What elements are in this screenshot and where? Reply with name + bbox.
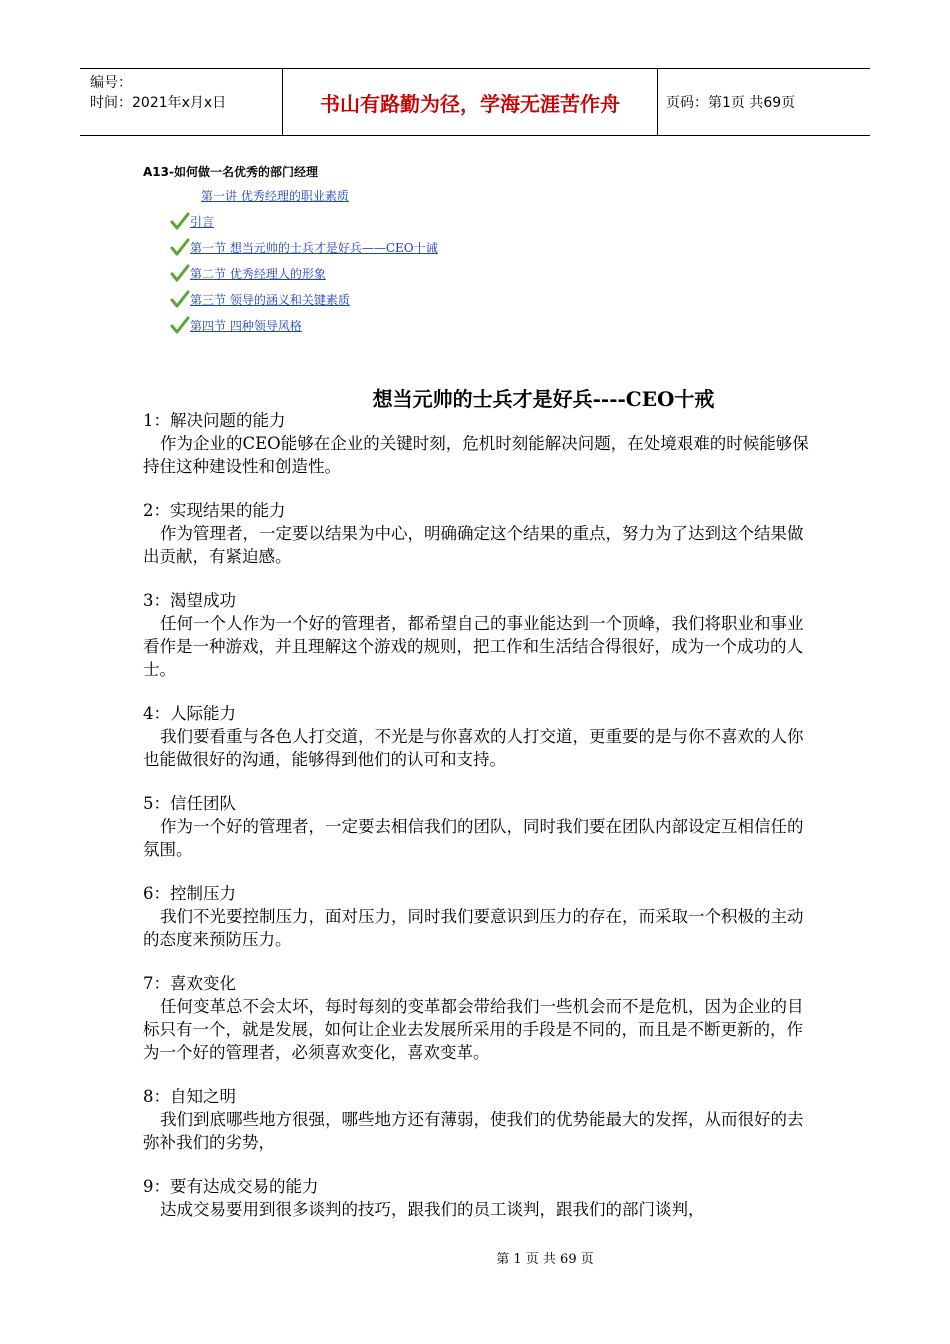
header-meta <box>80 69 282 135</box>
section <box>143 882 811 951</box>
check-icon <box>170 237 190 257</box>
document-subtitle: A13-如何做一名优秀的部门经理 <box>143 165 318 179</box>
section <box>143 702 811 771</box>
section <box>143 792 811 861</box>
section <box>143 409 811 478</box>
check-icon <box>170 211 190 231</box>
section-text: 作为企业的CEO能够在企业的关键时刻，危机时刻能解决问题，在处境艰难的时候能够保持住这种建设性和创造性。 <box>143 434 809 476</box>
section-heading: 9：要有达成交易的能力 <box>143 1177 319 1196</box>
check-icon <box>170 315 190 335</box>
section <box>143 1085 811 1154</box>
toc-link[interactable]: 第三节 领导的涵义和关键素质 <box>190 292 350 307</box>
page-footer: 第 1 页 共 69 页 <box>496 1252 594 1267</box>
toc-item[interactable] <box>170 208 438 234</box>
toc-item[interactable] <box>170 286 438 312</box>
section-heading: 3：渴望成功 <box>143 591 236 610</box>
section-heading: 5：信任团队 <box>143 794 236 813</box>
section-text: 我们不光要控制压力，面对压力，同时我们要意识到压力的存在，而采取一个积极的主动的态度来预防压力。 <box>143 907 804 949</box>
section-heading: 8：自知之明 <box>143 1087 236 1106</box>
toc-list <box>170 208 438 338</box>
section-text: 达成交易要用到很多谈判的技巧，跟我们的员工谈判，跟我们的部门谈判， <box>160 1200 705 1219</box>
section-text: 任何一个人作为一个好的管理者，都希望自己的事业能达到一个顶峰，我们将职业和事业看作是一种游戏，并且理解这个游戏的规则，把工作和生活结合得很好，成为一个成功的人士。 <box>143 614 804 679</box>
header-motto: 书山有路勤为径，学海无涯苦作舟 <box>282 69 658 135</box>
check-icon <box>170 289 190 309</box>
section-text: 作为一个好的管理者，一定要去相信我们的团队，同时我们要在团队内部设定互相信任的氛围。 <box>143 817 804 859</box>
article-body <box>143 409 811 1242</box>
toc-item[interactable] <box>170 234 438 260</box>
section-text: 作为管理者，一定要以结果为中心，明确确定这个结果的重点，努力为了达到这个结果做出贡献，有紧迫感。 <box>143 524 804 566</box>
time-label: 时间：2021年x月x日 <box>90 95 227 111</box>
toc-link[interactable]: 第一节 想当元帅的士兵才是好兵——CEO十诫 <box>190 240 438 255</box>
section <box>143 589 811 681</box>
section-heading: 7：喜欢变化 <box>143 974 236 993</box>
header-page-info: 页码：第1页 共69页 <box>666 95 796 111</box>
code-label: 编号： <box>90 75 132 91</box>
section <box>143 972 811 1064</box>
toc-link[interactable]: 引言 <box>190 214 215 229</box>
section-heading: 6：控制压力 <box>143 884 236 903</box>
check-icon <box>170 263 190 283</box>
section <box>143 499 811 568</box>
section-text: 我们要看重与各色人打交道，不光是与你喜欢的人打交道，更重要的是与你不喜欢的人你也能做很好的沟通，能够得到他们的认可和支持。 <box>143 727 804 769</box>
toc-item[interactable] <box>170 260 438 286</box>
section-heading: 1：解决问题的能力 <box>143 411 286 430</box>
main-title: 想当元帅的士兵才是好兵----CEO十戒 <box>372 387 715 411</box>
section-heading: 2：实现结果的能力 <box>143 501 286 520</box>
section <box>143 1175 811 1221</box>
section-text: 我们到底哪些地方很强，哪些地方还有薄弱，使我们的优势能最大的发挥，从而很好的去弥补我们的劣势， <box>143 1110 804 1152</box>
section-heading: 4：人际能力 <box>143 704 236 723</box>
section-text: 任何变革总不会太坏，每时每刻的变革都会带给我们一些机会而不是危机，因为企业的目标只有一个，就是发展，如何让企业去发展所采用的手段是不同的，而且是不断更新的，作为一个好的管理者，必须喜欢变化，喜欢变革。 <box>143 997 804 1062</box>
toc-link[interactable]: 第四节 四种领导风格 <box>190 318 302 333</box>
toc-link[interactable]: 第二节 优秀经理人的形象 <box>190 266 326 281</box>
toc-title-link[interactable]: 第一讲 优秀经理的职业素质 <box>201 189 349 203</box>
page-header <box>80 68 870 136</box>
toc-item[interactable] <box>170 312 438 338</box>
